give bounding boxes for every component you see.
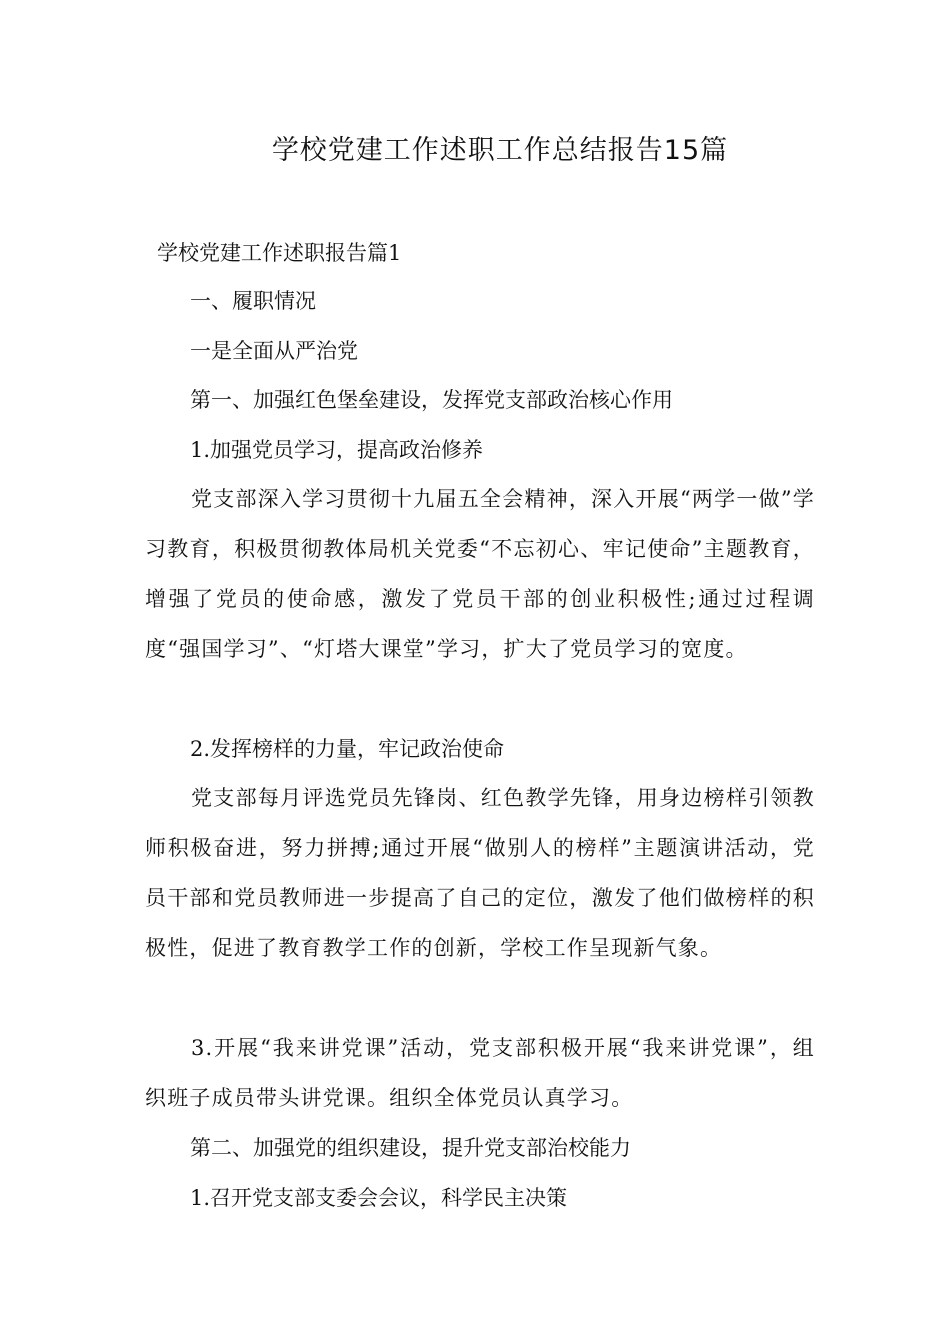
paragraph-study: 党支部深入学习贯彻十九届五全会精神，深入开展“两学一做”学习教育，积极贯彻教体局机关党委“不忘初心、牢记使命”主题教育，增强了党员的使命感，激发了党员干部的创业积极性;通过过程调度“强国学习”、“灯塔大课堂”学习，扩大了党员学习的宽度。 — [145, 487, 815, 661]
heading-red-fortress: 第一、加强红色堡垒建设，发挥党支部政治核心作用 — [190, 388, 673, 412]
heading-party-discipline: 一是全面从严治党 — [190, 339, 358, 363]
document-title: 学校党建工作述职工作总结报告15篇 — [271, 135, 729, 166]
paragraph-role-model: 党支部每月评选党员先锋岗、红色教学先锋，用身边榜样引领教师积极奋进，努力拼搏;通过开展“做别人的榜样”主题演讲活动，党员干部和党员教师进一步提高了自己的定位，激发了他们做榜样的积极性，促进了教育教学工作的创新，学校工作呈现新气象。 — [145, 786, 815, 960]
item-committee-meeting: 1.召开党支部支委会会议，科学民主决策 — [190, 1186, 568, 1210]
heading-organization: 第二、加强党的组织建设，提升党支部治校能力 — [190, 1136, 631, 1160]
item-party-study: 1.加强党员学习，提高政治修养 — [190, 438, 484, 462]
section-heading: 学校党建工作述职报告篇1 — [157, 241, 402, 265]
paragraph-party-lecture: 3.开展“我来讲党课”活动，党支部积极开展“我来讲党课”，组织班子成员带头讲党课。组织全体党员认真学习。 — [145, 1036, 815, 1110]
item-role-model: 2.发挥榜样的力量，牢记政治使命 — [190, 737, 505, 761]
heading-performance: 一、履职情况 — [190, 289, 316, 313]
